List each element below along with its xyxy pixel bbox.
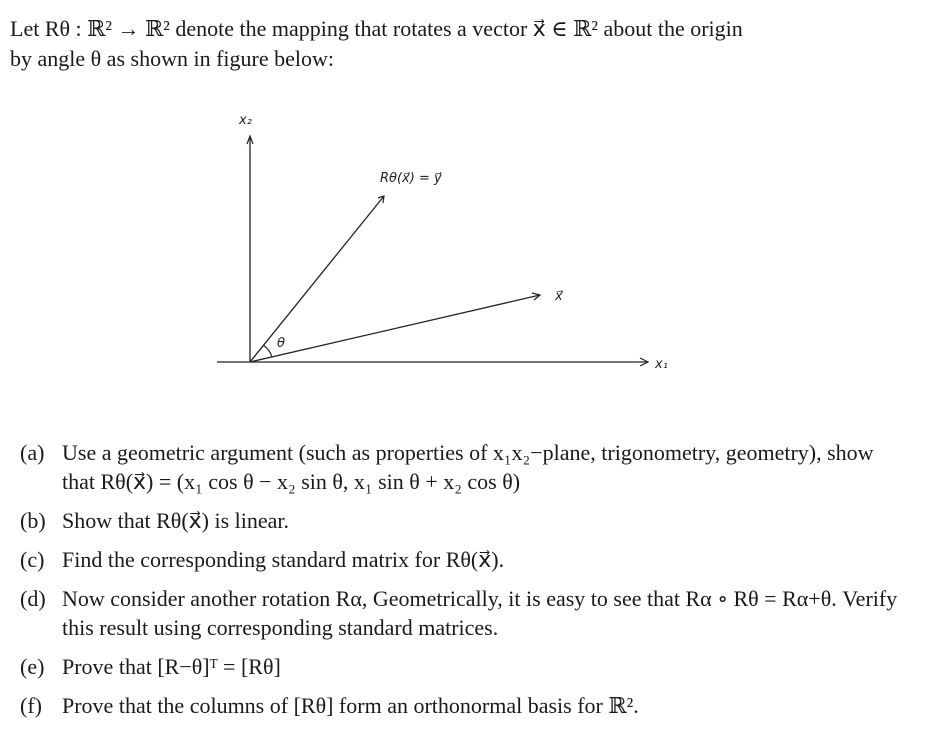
- question-text: Use a geometric argument (such as properties of x₁x₂−plane, trigonometry, geometry), show that Rθ(x⃗) = (x₁ cos θ − x₂ sin θ, x₁ sin θ + x₂ cos θ): [62, 440, 874, 494]
- question-d: [20, 584, 900, 642]
- x1-axis-label: x₁: [655, 357, 668, 372]
- intro-line-1: Let Rθ : ℝ² → ℝ² denote the mapping that rotates a vector x⃗ ∈ ℝ² about the origin: [10, 16, 743, 41]
- question-label: (b): [20, 508, 46, 533]
- problem-intro: [10, 14, 910, 74]
- angle-label: θ: [277, 336, 285, 351]
- rotated-vector-label: Rθ(x⃗) = y⃗: [380, 171, 442, 186]
- question-text: Prove that [R−θ]ᵀ = [Rθ]: [62, 654, 281, 679]
- question-c: [20, 545, 900, 574]
- question-list: [20, 438, 900, 730]
- question-label: (f): [20, 693, 42, 718]
- vector-x: [250, 295, 540, 362]
- question-label: (e): [20, 654, 45, 679]
- vector-rotated: [250, 196, 384, 362]
- x2-axis-label: x₂: [239, 113, 252, 128]
- question-label: (c): [20, 547, 45, 572]
- question-text: Show that Rθ(x⃗) is linear.: [62, 508, 290, 533]
- question-text: Prove that the columns of [Rθ] form an orthonormal basis for ℝ².: [62, 693, 639, 718]
- question-label: (d): [20, 586, 46, 611]
- angle-arc: [263, 345, 272, 357]
- rotation-figure: [195, 100, 715, 390]
- question-f: [20, 691, 900, 720]
- question-text: Now consider another rotation Rα, Geometrically, it is easy to see that Rα ∘ Rθ = Rα+θ. Verify this result using corresponding standard matrices.: [62, 586, 898, 640]
- intro-line-2: by angle θ as shown in figure below:: [10, 46, 334, 71]
- question-text: Find the corresponding standard matrix for Rθ(x⃗).: [62, 547, 505, 572]
- question-b: [20, 506, 900, 535]
- vector-x-label: x⃗: [555, 289, 563, 304]
- question-label: (a): [20, 440, 45, 465]
- question-a: [20, 438, 900, 496]
- question-e: [20, 652, 900, 681]
